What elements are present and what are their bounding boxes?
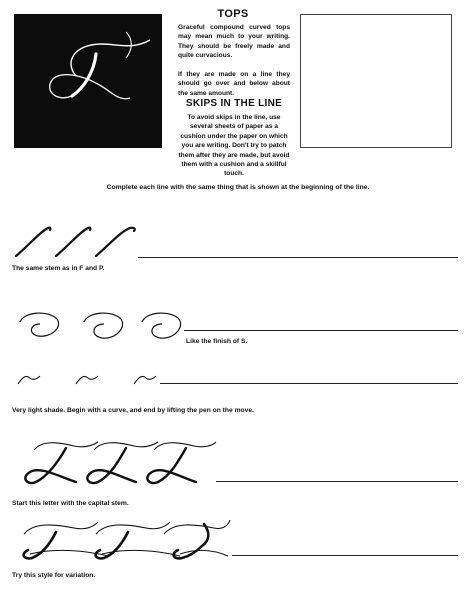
small-wave-strokes xyxy=(14,368,164,390)
practice-line xyxy=(216,481,458,482)
caption-s-finish: Like the finish of S. xyxy=(186,338,248,345)
tops-paragraph-1: Graceful compound curved tops may mean much to your writing. They should be freely made and quite curvacious. xyxy=(178,24,290,60)
skips-heading: SKIPS IN THE LINE xyxy=(185,98,283,109)
caption-capital-stem: Start this letter with the capital stem. xyxy=(12,500,129,507)
spiral-strokes xyxy=(10,304,185,354)
t-variation-strokes xyxy=(14,510,234,570)
caption-stem: The same stem as in F and P. xyxy=(12,265,105,272)
capital-t-strokes xyxy=(18,436,218,492)
practice-line xyxy=(138,257,458,258)
caption-variation: Try this style for variation. xyxy=(12,572,96,579)
illustration-box xyxy=(14,14,162,148)
flourish-t-illustration xyxy=(14,14,162,148)
stem-strokes xyxy=(10,222,140,262)
instruction-text: Complete each line with the same thing that is shown at the beginning of the line. xyxy=(106,184,370,191)
tops-paragraph-2: If they are made on a line they should go over and below about the same amount. xyxy=(178,71,290,97)
tops-heading: TOPS xyxy=(217,8,249,20)
practice-line xyxy=(160,383,458,384)
practice-line xyxy=(232,555,458,556)
skips-paragraph: To avoid skips in the line, use several sheets of paper as a cushion under the paper on which you are writing. Don't try to patch them after they are made, but avoid them with a cushion and a skillful touch. xyxy=(178,114,290,178)
caption-light-shade: Very light shade. Begin with a curve, and end by lifting the pen on the move. xyxy=(12,407,254,414)
practice-box xyxy=(300,14,452,148)
practice-line xyxy=(184,330,458,331)
